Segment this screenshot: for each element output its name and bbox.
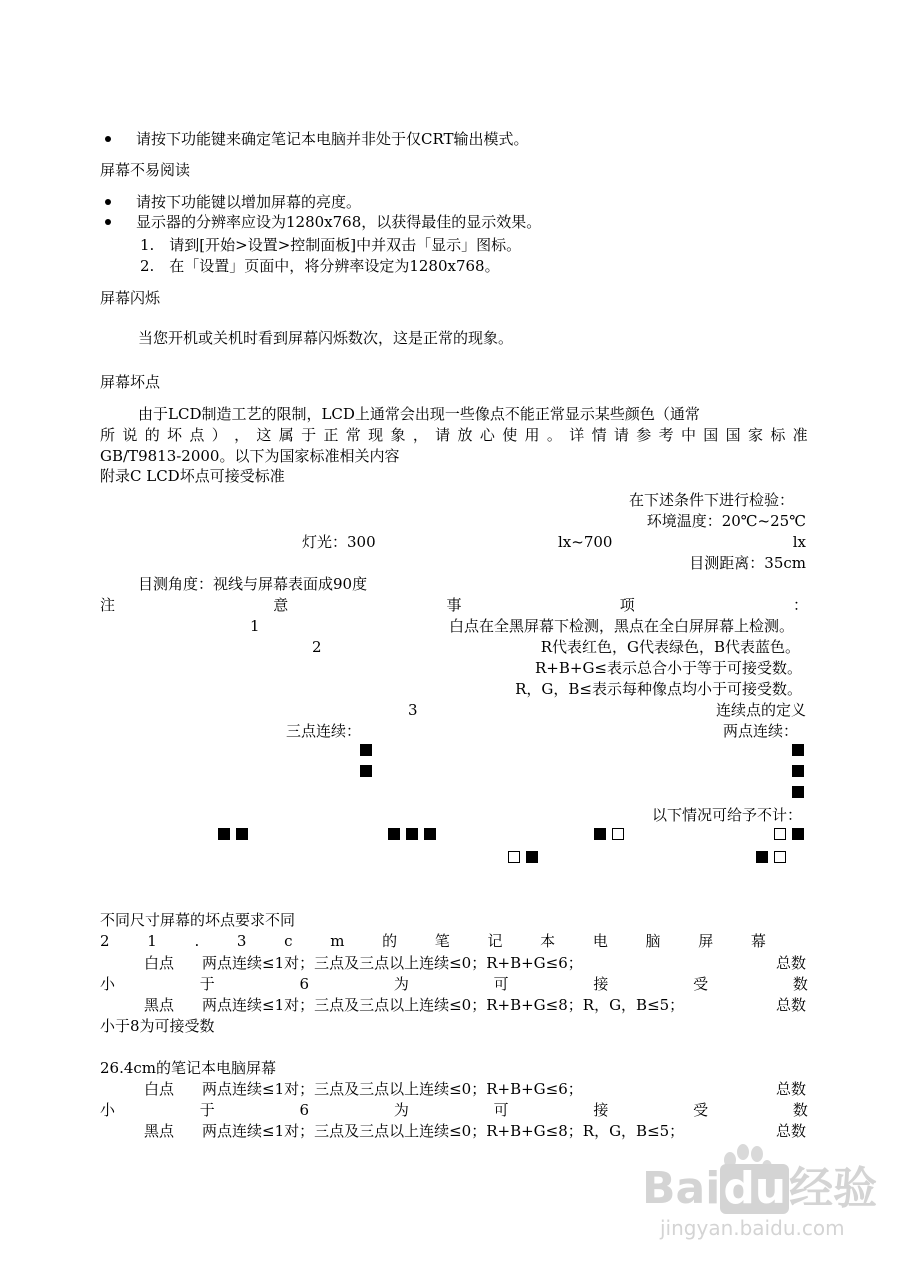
step-1: 1. 请到[开始>设置>控制面板]中并双击「显示」图标。 (140, 236, 522, 254)
black-pixel-square (360, 765, 372, 777)
note-3-number: 3 (408, 701, 418, 719)
black-pixel-square (792, 828, 804, 840)
size-1-title: 2 1 . 3 c m 的 笔 记 本 电 脑 屏 幕 (100, 932, 766, 950)
watermark-url: jingyan.baidu.com (660, 1216, 845, 1240)
appendix-title: 附录C LCD坏点可接受标准 (100, 467, 285, 485)
heading-hard-to-read: 屏幕不易阅读 (100, 161, 191, 179)
bullet-dot (105, 136, 111, 142)
light-value-b: lx~700 (558, 533, 613, 551)
viewing-distance: 目测距离：35cm (689, 554, 806, 572)
white-point-label: 白点 (144, 954, 175, 972)
accept-6-row: 小 于 6 为 可 接 受 数 (100, 1101, 808, 1119)
size-1-black-rule: 两点连续≤1对；三点及三点以上连续≤0；R+B+G≤8；R，G，B≤5； (202, 996, 685, 1014)
section-sizes-heading: 不同尺寸屏幕的坏点要求不同 (100, 911, 296, 929)
black-pixel-square (792, 786, 804, 798)
black-pixel-square (424, 828, 436, 840)
notes-heading: 注 意 事 项 ： (100, 596, 808, 614)
note-1-number: 1 (250, 617, 260, 635)
paragraph-line-2: 所 说 的 坏 点 ） ， 这 属 于 正 常 现 象 ， 请 放 心 使 用 。 详 情 请 参 考 中 国 国 家 标 准 (100, 426, 808, 444)
three-points-label: 三点连续： (286, 722, 362, 740)
total-label: 总数 (775, 954, 806, 972)
white-pixel-square (774, 828, 786, 840)
note-3-text: 连续点的定义 (715, 701, 806, 719)
accept-6-row: 小 于 6 为 可 接 受 数 (100, 975, 808, 993)
baidu-logo-text: Baidu经验 (642, 1163, 878, 1214)
two-points-label: 两点连续： (722, 722, 798, 740)
size-1-white-rule: 两点连续≤1对；三点及三点以上连续≤0；R+B+G≤6； (202, 954, 583, 972)
white-pixel-square (508, 851, 520, 863)
black-pixel-square (792, 744, 804, 756)
bullet-crt-mode: 请按下功能键来确定笔记本电脑并非处于仅CRT输出模式。 (136, 130, 529, 148)
white-point-label: 白点 (144, 1080, 175, 1098)
total-label: 总数 (775, 1080, 806, 1098)
note-1-text: 白点在全黑屏幕下检测，黑点在全白屏屏幕上检测。 (448, 617, 794, 635)
paragraph-line-1: 由于LCD制造工艺的限制，LCD上通常会出现一些像点不能正常显示某些颜色（通常 (138, 405, 700, 423)
bullet-resolution: 显示器的分辨率应设为1280x768，以获得最佳的显示效果。 (136, 213, 542, 231)
environment-temperature: 环境温度：20℃~25℃ (646, 512, 806, 530)
black-pixel-square (792, 765, 804, 777)
black-pixel-square (218, 828, 230, 840)
black-pixel-square (594, 828, 606, 840)
black-pixel-square (236, 828, 248, 840)
black-point-label: 黑点 (144, 996, 175, 1014)
white-pixel-square (774, 851, 786, 863)
heading-dead-pixels: 屏幕坏点 (100, 373, 161, 391)
light-value-c: lx (792, 533, 806, 551)
size-2-black-rule: 两点连续≤1对；三点及三点以上连续≤0；R+B+G≤8；R，G，B≤5； (202, 1122, 685, 1140)
black-pixel-square (360, 744, 372, 756)
note-2-sum: R+B+G≤表示总合小于等于可接受数。 (534, 659, 802, 677)
note-2-each: R，G，B≤表示每种像点均小于可接受数。 (515, 680, 802, 698)
total-label: 总数 (775, 1122, 806, 1140)
bullet-dot (105, 199, 111, 205)
paragraph-line-3: GB/T9813-2000。以下为国家标准相关内容 (100, 447, 400, 465)
size-2-title: 26.4cm的笔记本电脑屏幕 (100, 1059, 277, 1077)
bullet-dot (105, 219, 111, 225)
viewing-angle: 目测角度：视线与屏幕表面成90度 (138, 575, 368, 593)
black-point-label: 黑点 (144, 1122, 175, 1140)
note-2-number: 2 (312, 638, 322, 656)
black-pixel-square (756, 851, 768, 863)
black-pixel-square (526, 851, 538, 863)
step-2: 2. 在「设置」页面中，将分辨率设定为1280x768。 (140, 257, 500, 275)
black-pixel-square (388, 828, 400, 840)
ignore-cases-label: 以下情况可给予不计： (651, 806, 802, 824)
total-label: 总数 (775, 996, 806, 1014)
size-2-white-rule: 两点连续≤1对；三点及三点以上连续≤0；R+B+G≤6； (202, 1080, 583, 1098)
note-2-text: R代表红色，G代表绿色，B代表蓝色。 (540, 638, 800, 656)
bullet-brightness: 请按下功能键以增加屏幕的亮度。 (136, 193, 362, 211)
white-pixel-square (612, 828, 624, 840)
accept-8-text: 小于8为可接受数 (100, 1017, 215, 1035)
conditions-intro: 在下述条件下进行检验： (628, 491, 794, 509)
black-pixel-square (406, 828, 418, 840)
light-value-a: 灯光：300 (302, 533, 376, 551)
flicker-text: 当您开机或关机时看到屏幕闪烁数次，这是正常的现象。 (138, 329, 514, 347)
heading-flicker: 屏幕闪烁 (100, 289, 161, 307)
